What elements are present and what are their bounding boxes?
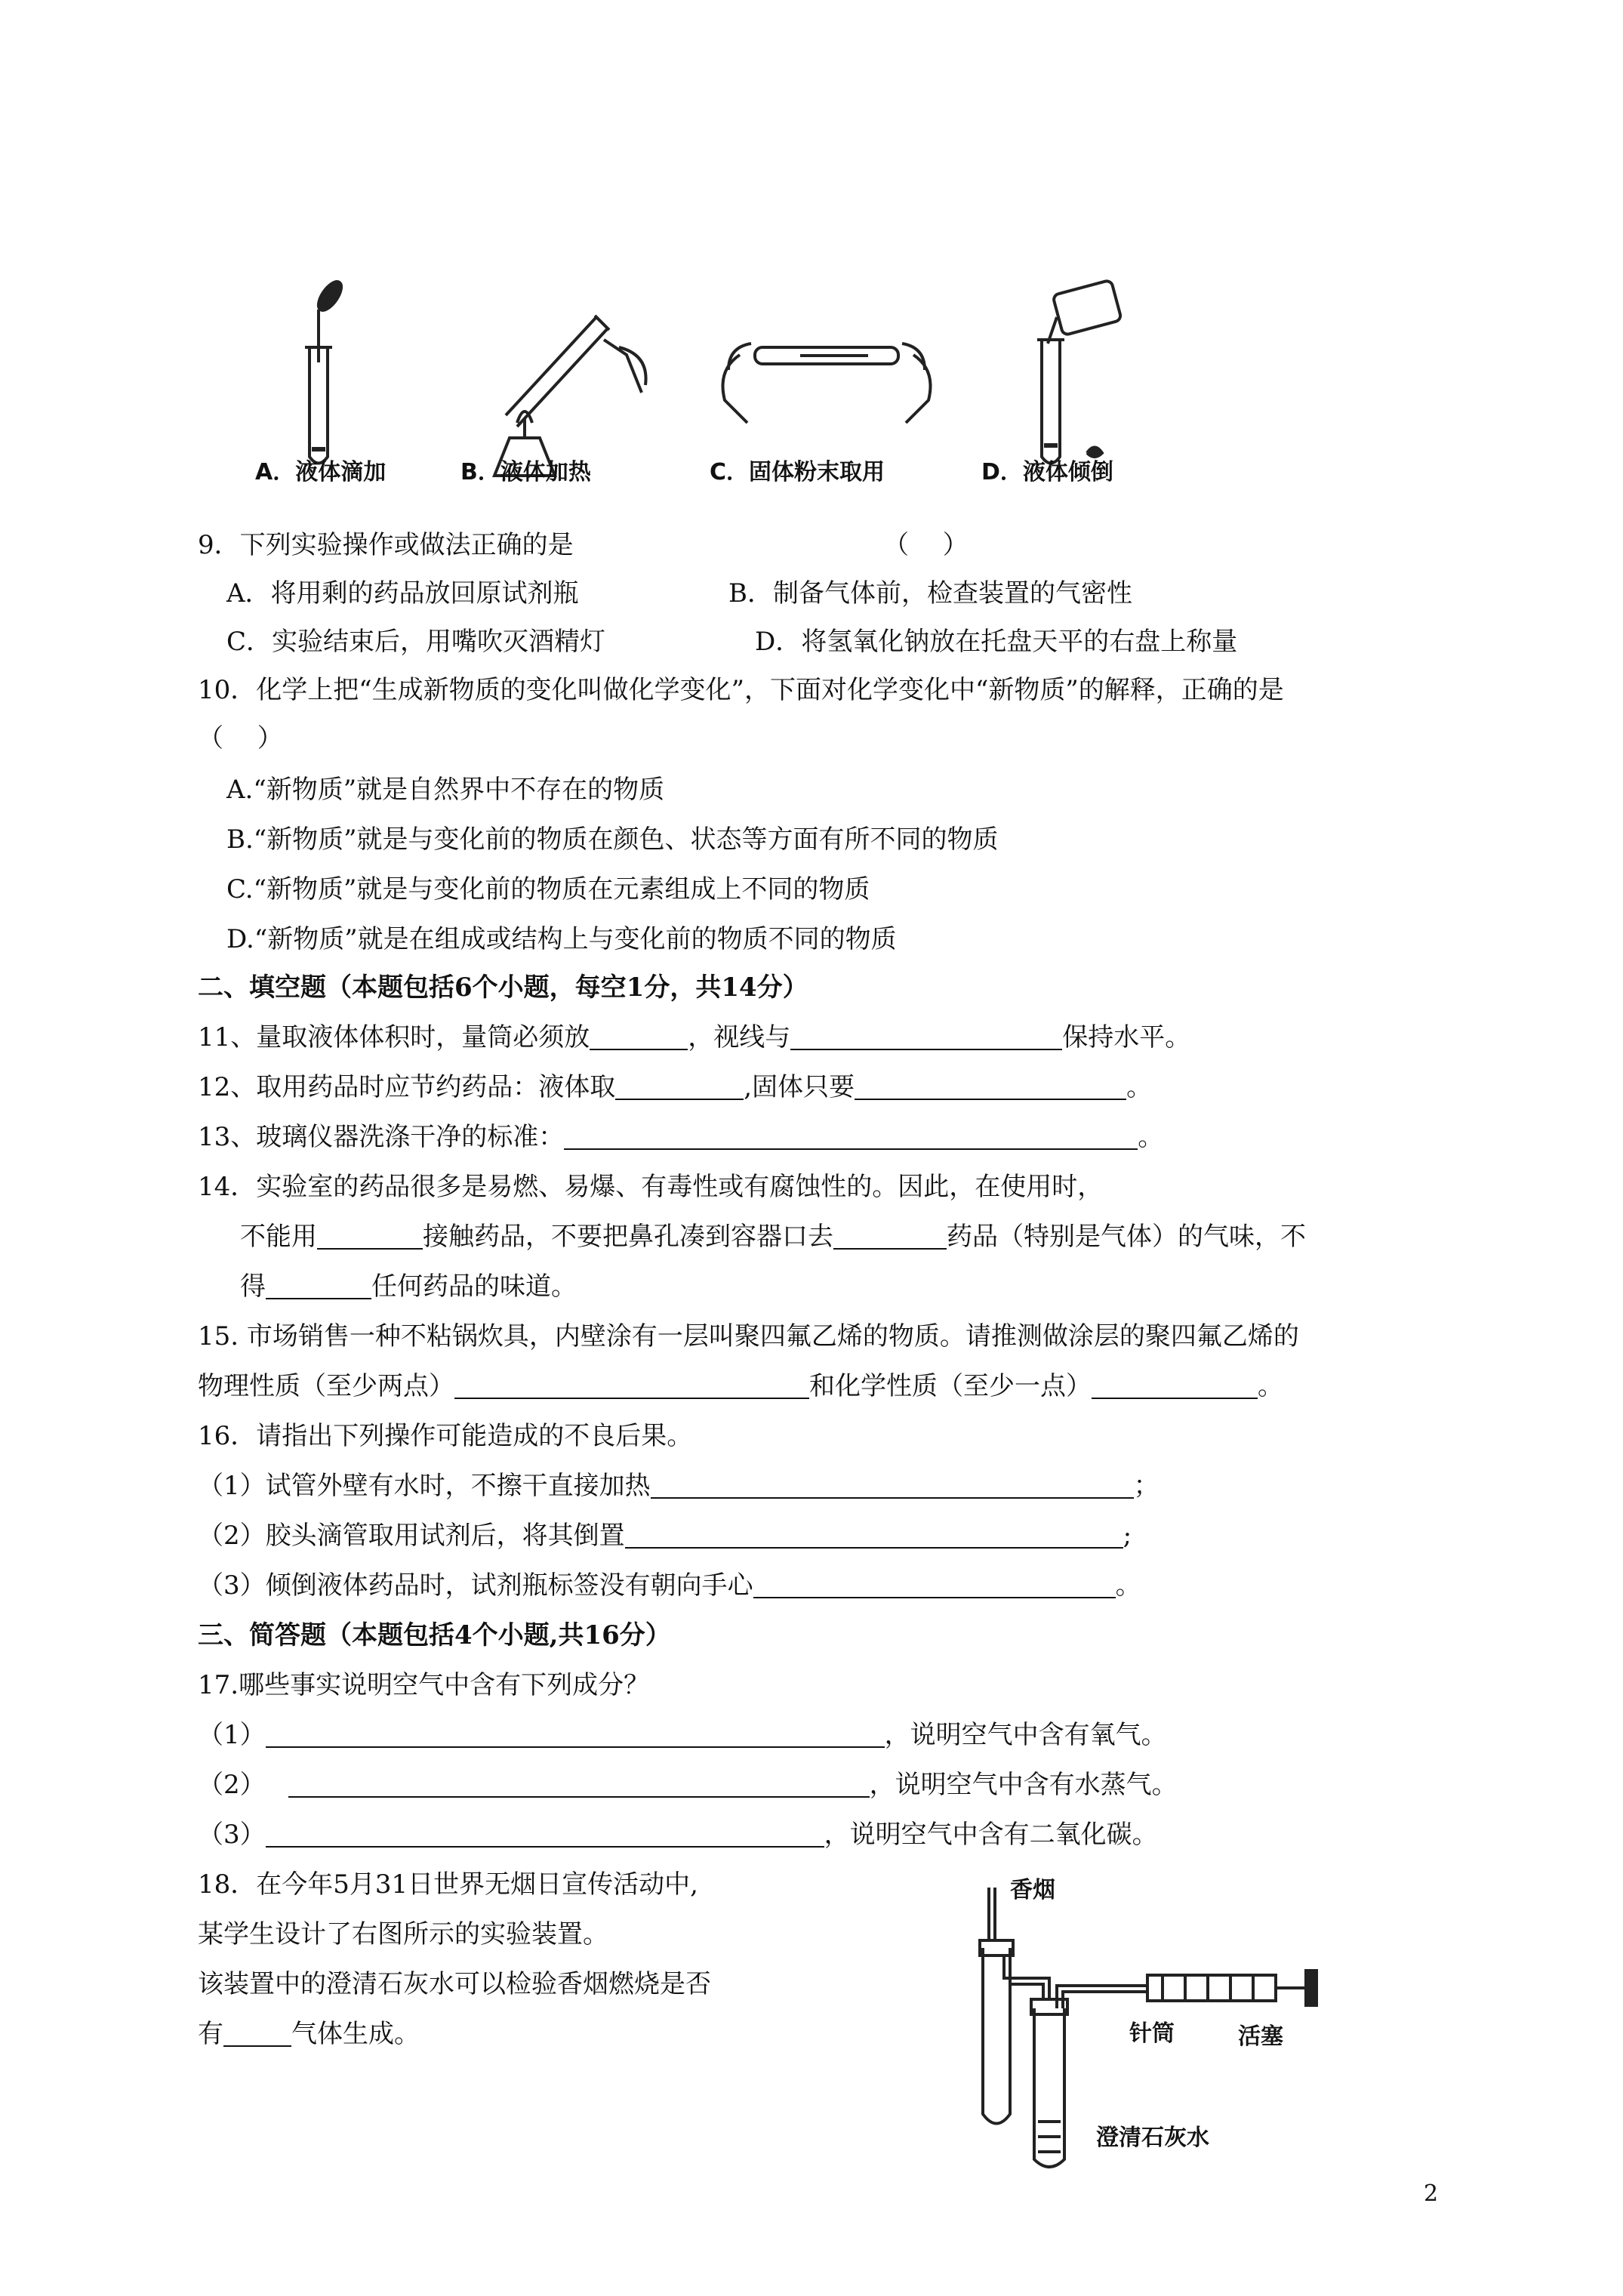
section-3-title: 三、简答题（本题包括4个小题,共16分） bbox=[198, 1620, 671, 1650]
q18-line-4 bbox=[198, 2017, 420, 2051]
powder-taking-icon bbox=[723, 344, 931, 423]
q15-text-1: 物理性质（至少两点） bbox=[198, 1371, 454, 1401]
q13-blank-1[interactable] bbox=[564, 1123, 1138, 1150]
q10-stem: 10．化学上把“生成新物质的变化叫做化学变化”，下面对化学变化中“新物质”的解释，正确的是 bbox=[198, 675, 1284, 705]
q14-line-3 bbox=[240, 1270, 577, 1303]
q10-option-a: A.“新物质”就是自然界中不存在的物质 bbox=[226, 775, 665, 805]
q11-blank-2[interactable] bbox=[790, 1023, 1062, 1050]
left-test-tube bbox=[983, 1948, 1010, 2124]
q15-blank-1[interactable] bbox=[454, 1372, 809, 1399]
caption-d: D．液体倾倒 bbox=[981, 459, 1113, 485]
q17-num-2: （2） bbox=[198, 1770, 266, 1800]
label-syringe: 针筒 bbox=[1129, 2020, 1175, 2047]
q16-text-2: （2）胶头滴管取用试剂后，将其倒置 bbox=[198, 1521, 625, 1551]
dropper-test-tube-icon bbox=[305, 278, 346, 463]
q13 bbox=[198, 1120, 1163, 1154]
q18-line-1: 18．在今年5月31日世界无烟日宣传活动中, bbox=[198, 1869, 698, 1900]
q18-text-2: 气体生成。 bbox=[291, 2019, 420, 2049]
page-number: 2 bbox=[1424, 2180, 1439, 2207]
q14-blank-3[interactable] bbox=[266, 1272, 371, 1299]
q15-blank-2[interactable] bbox=[1092, 1372, 1258, 1399]
q18-line-2: 某学生设计了右图所示的实验装置。 bbox=[198, 1919, 608, 1949]
q12-text-1: 12、取用药品时应节约药品：液体取 bbox=[198, 1072, 616, 1102]
q10-bracket: （ ） bbox=[198, 723, 283, 754]
q16-blank-1[interactable] bbox=[651, 1472, 1134, 1499]
q16-stem: 16．请指出下列操作可能造成的不良后果。 bbox=[198, 1421, 693, 1451]
q16-text-3: （3）倾倒液体药品时，试剂瓶标签没有朝向手心 bbox=[198, 1570, 753, 1601]
q9-option-b: B．制备气体前，检查装置的气密性 bbox=[728, 578, 1132, 609]
q12-text-3: 。 bbox=[1126, 1072, 1153, 1102]
q18-line-3: 该装置中的澄清石灰水可以检验香烟燃烧是否 bbox=[198, 1969, 711, 1999]
q12-blank-1[interactable] bbox=[615, 1073, 744, 1100]
q11 bbox=[198, 1021, 1190, 1054]
q14-text-3: 药品（特别是气体）的气味，不 bbox=[947, 1222, 1306, 1252]
label-limewater: 澄清石灰水 bbox=[1096, 2125, 1209, 2151]
q9-option-c: C．实验结束后，用嘴吹灭酒精灯 bbox=[226, 627, 606, 657]
q15-line-2 bbox=[198, 1370, 1283, 1403]
q17-sub-3 bbox=[198, 1818, 1158, 1851]
q17-stem: 17.哪些事实说明空气中含有下列成分？ bbox=[198, 1670, 650, 1700]
label-plunger: 活塞 bbox=[1238, 2023, 1283, 2050]
q17-num-3: （3） bbox=[198, 1820, 266, 1850]
q10-option-c: C.“新物质”就是与变化前的物质在元素组成上不同的物质 bbox=[226, 874, 870, 905]
q14-text-5: 任何药品的味道。 bbox=[371, 1271, 577, 1302]
q11-text-1: 11、量取液体体积时，量筒必须放 bbox=[198, 1022, 590, 1052]
q10-option-b: B.“新物质”就是与变化前的物质在颜色、状态等方面有所不同的物质 bbox=[226, 824, 999, 855]
alcohol-lamp-heating-icon bbox=[494, 316, 646, 476]
q16-sub-3 bbox=[198, 1569, 1141, 1602]
caption-b: B．液体加热 bbox=[460, 459, 591, 485]
section-2-title: 二、填空题（本题包括6个小题，每空1分，共14分） bbox=[198, 972, 808, 1003]
q17-blank-2[interactable] bbox=[288, 1771, 870, 1798]
q14-line-1: 14．实验室的药品很多是易燃、易爆、有毒性或有腐蚀性的。因此，在使用时， bbox=[198, 1172, 1104, 1202]
q17-num-1: （1） bbox=[198, 1720, 266, 1750]
q16-blank-2[interactable] bbox=[625, 1521, 1123, 1549]
q17-blank-1[interactable] bbox=[266, 1721, 885, 1748]
q15-text-2: 和化学性质（至少一点） bbox=[809, 1371, 1092, 1401]
q14-text-4: 得 bbox=[240, 1271, 266, 1302]
q16-text-1: （1）试管外壁有水时，不擦干直接加热 bbox=[198, 1471, 651, 1501]
q12-text-2: ,固体只要 bbox=[744, 1072, 855, 1102]
q17-blank-3[interactable] bbox=[266, 1820, 824, 1848]
q9-option-a: A．将用剩的药品放回原试剂瓶 bbox=[226, 578, 579, 609]
q18-text-1: 有 bbox=[198, 2019, 223, 2049]
q11-text-3: 保持水平。 bbox=[1062, 1022, 1191, 1052]
q16-blank-3[interactable] bbox=[753, 1571, 1116, 1598]
q11-text-2: ，视线与 bbox=[688, 1022, 791, 1052]
q16-end-3: 。 bbox=[1115, 1570, 1141, 1601]
q9-option-d: D．将氢氧化钠放在托盘天平的右盘上称量 bbox=[755, 627, 1238, 657]
liquid-pouring-icon bbox=[1037, 280, 1122, 464]
q9-stem-text: 9．下列实验操作或做法正确的是 bbox=[198, 530, 574, 560]
q16-end-1: ； bbox=[1133, 1471, 1160, 1501]
q10-option-d: D.“新物质”就是在组成或结构上与变化前的物质不同的物质 bbox=[226, 924, 897, 954]
syringe bbox=[1147, 1975, 1276, 2001]
q12 bbox=[198, 1071, 1152, 1104]
q18-blank-1[interactable] bbox=[223, 2020, 291, 2047]
q17-sub-1 bbox=[198, 1718, 1167, 1752]
q16-sub-1 bbox=[198, 1469, 1160, 1502]
q14-blank-1[interactable] bbox=[317, 1222, 423, 1250]
q14-line-2 bbox=[240, 1220, 1306, 1253]
q11-blank-1[interactable] bbox=[590, 1023, 688, 1050]
q12-blank-2[interactable] bbox=[855, 1073, 1126, 1100]
q15-text-3: 。 bbox=[1258, 1371, 1283, 1401]
caption-a: A．液体滴加 bbox=[255, 459, 387, 485]
q13-text-2: 。 bbox=[1138, 1122, 1164, 1152]
q17-text-3: ，说明空气中含有二氧化碳。 bbox=[824, 1820, 1158, 1850]
q17-sub-2 bbox=[198, 1768, 1178, 1801]
q14-text-1: 不能用 bbox=[240, 1222, 317, 1252]
q13-text-1: 13、玻璃仪器洗涤干净的标准： bbox=[198, 1122, 565, 1152]
q14-blank-2[interactable] bbox=[833, 1222, 947, 1250]
q17-text-2: ，说明空气中含有水蒸气。 bbox=[869, 1770, 1178, 1800]
q15-line-1: 15. 市场销售一种不粘锅炊具，内壁涂有一层叫聚四氟乙烯的物质。请推测做涂层的聚四氟乙烯的 bbox=[198, 1321, 1299, 1351]
q14-text-2: 接触药品，不要把鼻孔凑到容器口去 bbox=[423, 1222, 833, 1252]
q9-bracket: （ ） bbox=[883, 530, 969, 560]
caption-c: C．固体粉末取用 bbox=[710, 459, 885, 485]
q9-stem bbox=[198, 529, 574, 562]
q16-sub-2 bbox=[198, 1519, 1132, 1552]
q16-end-2: ; bbox=[1123, 1521, 1132, 1551]
q17-text-1: ，说明空气中含有氧气。 bbox=[884, 1720, 1167, 1750]
right-test-tube bbox=[1034, 2008, 1064, 2167]
label-cigarette: 香烟 bbox=[1010, 1877, 1055, 1903]
